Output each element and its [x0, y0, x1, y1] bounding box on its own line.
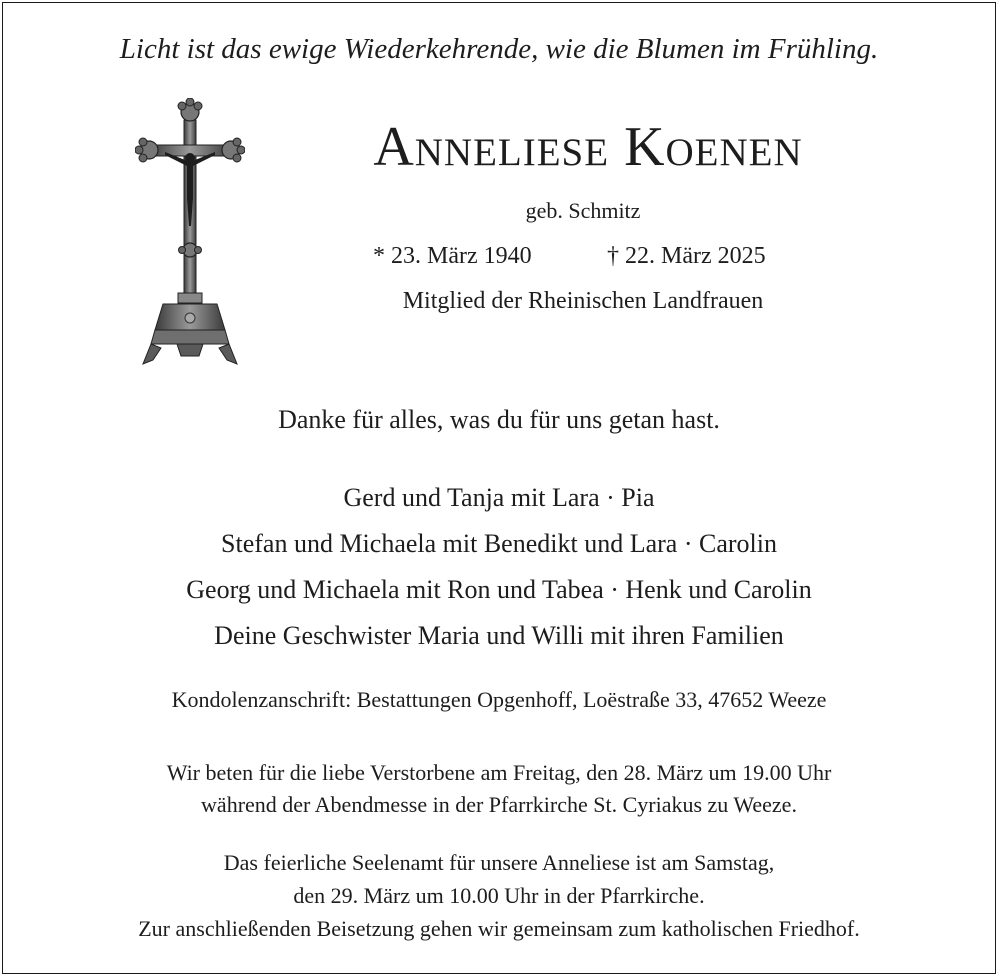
requiem-line: Das feierliche Seelenamt für unsere Anneliese ist am Samstag,: [223, 850, 775, 875]
death-date: † 22. März 2025: [607, 243, 766, 269]
membership: Mitglied der Rheinischen Landfrauen: [402, 288, 764, 314]
thanks-line: Danke für alles, was du für uns getan hast.: [278, 405, 720, 434]
family-line: Stefan und Michaela mit Benedikt und Lara · Carolin: [221, 529, 777, 558]
deceased-name: Anneliese Koenen: [373, 116, 803, 178]
prayer-line: Wir beten für die liebe Verstorbene am Freitag, den 28. März um 19.00 Uhr: [166, 760, 832, 785]
condolence-address: Kondolenzanschrift: Bestattungen Opgenhoff, Loëstraße 33, 47652 Weeze: [171, 687, 827, 712]
family-line: Deine Geschwister Maria und Willi mit ihren Familien: [214, 621, 784, 650]
requiem-line: Zur anschließenden Beisetzung gehen wir gemeinsam zum katholischen Friedhof.: [138, 916, 860, 941]
family-list: [3, 475, 995, 659]
motto: Licht ist das ewige Wiederkehrende, wie die Blumen im Frühling.: [119, 33, 879, 65]
requiem-line: den 29. März um 10.00 Uhr in der Pfarrkirche.: [293, 883, 705, 908]
family-line: Gerd und Tanja mit Lara · Pia: [343, 483, 655, 512]
family-line: Georg und Michaela mit Ron und Tabea · Henk und Carolin: [186, 575, 812, 604]
prayer-line: während der Abendmesse in der Pfarrkirche St. Cyriakus zu Weeze.: [201, 792, 797, 817]
crucifix-icon: [135, 98, 245, 368]
prayer-notice: [3, 757, 995, 821]
obituary-notice: [2, 2, 996, 974]
birth-date: * 23. März 1940: [373, 243, 532, 269]
requiem-notice: [3, 846, 995, 945]
birth-name: geb. Schmitz: [525, 198, 641, 223]
